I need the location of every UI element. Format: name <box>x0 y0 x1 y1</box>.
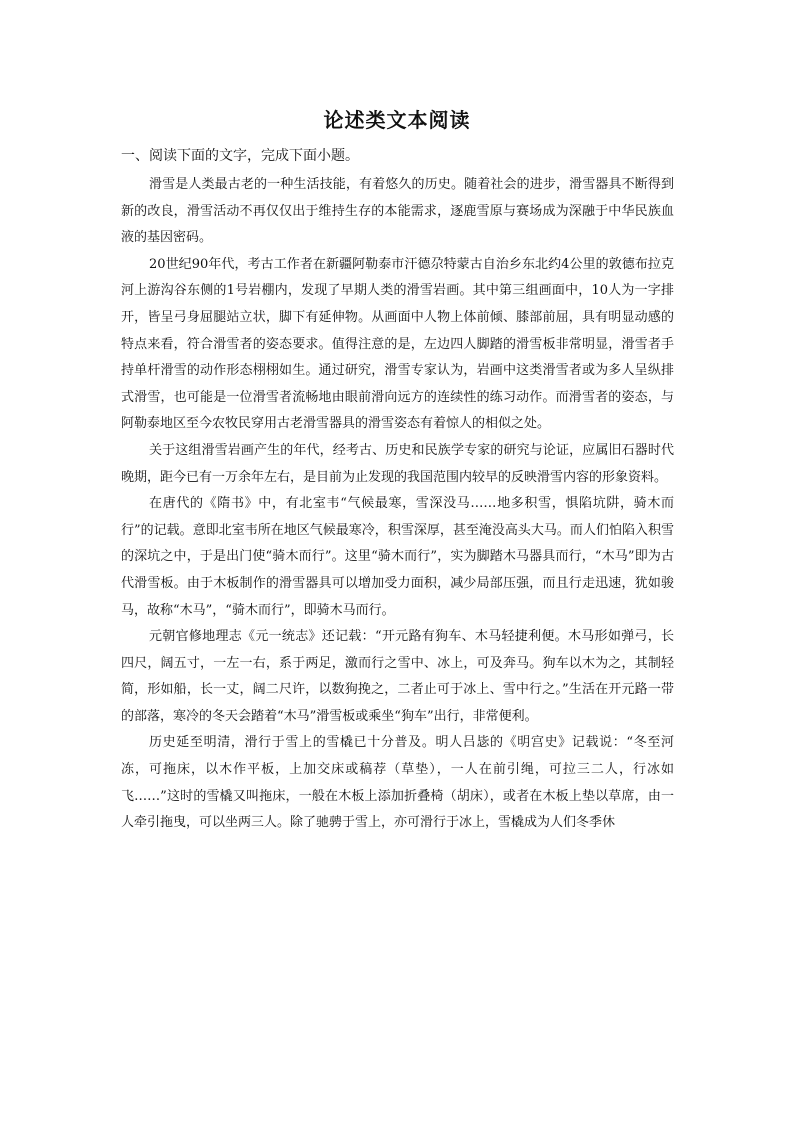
passage-body <box>121 172 674 837</box>
reading-instruction: 一、阅读下面的文字，完成下面小题。 <box>121 148 359 164</box>
passage-paragraph: 关于这组滑雪岩画产生的年代，经考古、历史和民族学专家的研究与论证，应属旧石器时代晚期，距今已有一万余年左右，是目前为止发现的我国范围内较早的反映滑雪内容的形象资料。 <box>121 442 674 485</box>
passage-paragraph: 在唐代的《隋书》中，有北室韦“气候最寒，雪深没马……地多积雪，惧陷坑阱，骑木而行”的记载。意即北室韦所在地区气候最寒冷，积雪深厚，甚至淹没高头大马。而人们怕陷入积雪的深坑之中，于是出门使“骑木而行”。这里“骑木而行”，实为脚踏木马器具而行，“木马”即为古代滑雪板。由于木板制作的滑雪器具可以增加受力面积，减少局部压强，而且行走迅速，犹如骏马，故称“木马”，“骑木而行”，即骑木马而行。 <box>121 496 674 618</box>
passage-paragraph: 滑雪是人类最古老的一种生活技能，有着悠久的历史。随着社会的进步，滑雪器具不断得到新的改良，滑雪活动不再仅仅出于维持生存的本能需求，逐鹿雪原与赛场成为深融于中华民族血液的基因密码。 <box>121 177 674 246</box>
document-title: 论述类文本阅读 <box>323 108 471 132</box>
passage-paragraph: 20世纪90年代，考古工作者在新疆阿勒泰市汗德尕特蒙古自治乡东北约4公里的敦德布拉克河上游沟谷东侧的1号岩棚内，发现了早期人类的滑雪岩画。其中第三组画面中，10人为一字排开，皆呈弓身屈腿站立状，脚下有延伸物。从画面中人物上体前倾、膝部前屈，具有明显动感的特点来看，符合滑雪者的姿态要求。值得注意的是，左边四人脚踏的滑雪板非常明显，滑雪者手持单杆滑雪的动作形态栩栩如生。通过研究，滑雪专家认为，岩画中这类滑雪者或为多人呈纵排式滑雪，也可能是一位滑雪者流畅地由眼前滑向远方的连续性的练习动作。而滑雪者的姿态，与阿勒泰地区至今农牧民穿用古老滑雪器具的滑雪姿态有着惊人的相似之处。 <box>121 256 674 432</box>
passage-paragraph: 历史延至明清，滑行于雪上的雪橇已十分普及。明人吕毖的《明宫史》记载说：“冬至河冻，可拖床，以木作平板，上加交床或稿荐（草垫），一人在前引绳，可拉三二人，行冰如飞……”这时的雪橇又叫拖床，一般在木板上添加折叠椅（胡床），或者在木板上垫以草席，由一人牵引拖曳，可以坐两三人。除了驰骋于雪上，亦可滑行于冰上，雪橇成为人们冬季休 <box>121 735 674 831</box>
passage-paragraph: 元朝官修地理志《元一统志》还记载：“开元路有狗车、木马轻捷利便。木马形如弹弓，长四尺，阔五寸，一左一右，系于两足，激而行之雪中、冰上，可及奔马。狗车以木为之，其制轻简，形如船，长一丈，阔二尺许，以数狗挽之，二者止可于冰上、雪中行之。”生活在开元路一带的部落，寒冷的冬天会踏着“木马”滑雪板或乘坐“狗车”出行，非常便利。 <box>121 629 674 724</box>
